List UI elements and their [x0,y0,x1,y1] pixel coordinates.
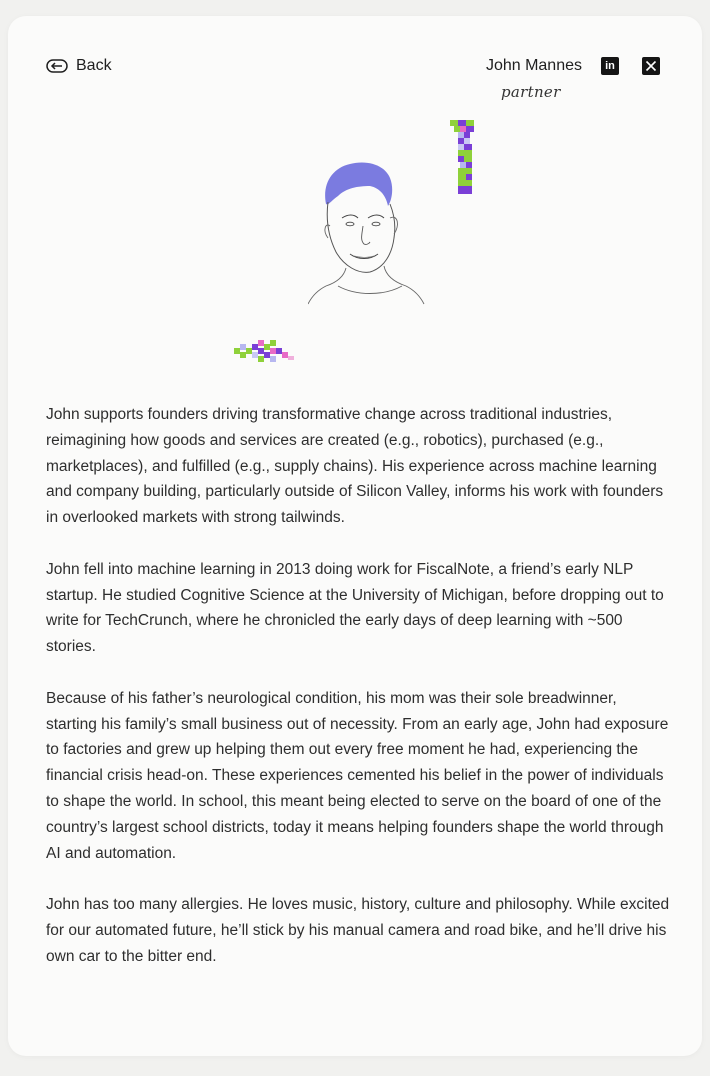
back-button[interactable] [46,57,112,75]
back-arrow-icon [46,59,68,73]
x-icon[interactable] [642,57,660,75]
profile-name: John Mannes [485,57,582,74]
profile-role: partner [501,83,561,101]
bio-paragraph: Because of his father’s neurological condition, his mom was their sole breadwinner, starting his family’s small business out of necessity. From an early age, John had exposure to factories and grew up helping them out every free moment he had, experiencing the financial crisis head-on. These experiences cemented his belief in the power of individuals to shape the world. In school, this meant being elected to serve on the board of one of the country’s largest school districts, today it means helping founders shape the world through AI and automation. [46,689,669,862]
portrait-illustration [308,156,428,306]
bio-paragraph: John fell into machine learning in 2013 doing work for FiscalNote, a friend’s early NLP startup. He studied Cognitive Science at the University of Michigan, before dropping out to write for TechCrunch, where he chronicled the early days of deep learning with ~500 stories. [46,560,664,656]
pixel-decoration-bottom [234,338,296,364]
bio-paragraph: John has too many allergies. He loves music, history, culture and philosophy. While excited for our automated future, he’ll stick by his manual camera and road bike, and he’ll drive his own car to the bitter end. [46,896,670,965]
profile-card [8,16,702,1056]
bio-section [46,402,671,995]
linkedin-icon[interactable]: in [601,57,619,75]
bio-paragraph: John supports founders driving transformative change across traditional industries, reimagining how goods and services are created (e.g., robotics), purchased (e.g., marketplaces), and fulfilled (e.g., supply chains). His experience across machine learning and company building, particularly outside of Silicon Valley, informs his work with founders in overlooked markets with strong tailwinds. [46,406,664,527]
back-label: Back [76,57,112,74]
pixel-decoration-top [450,120,476,202]
